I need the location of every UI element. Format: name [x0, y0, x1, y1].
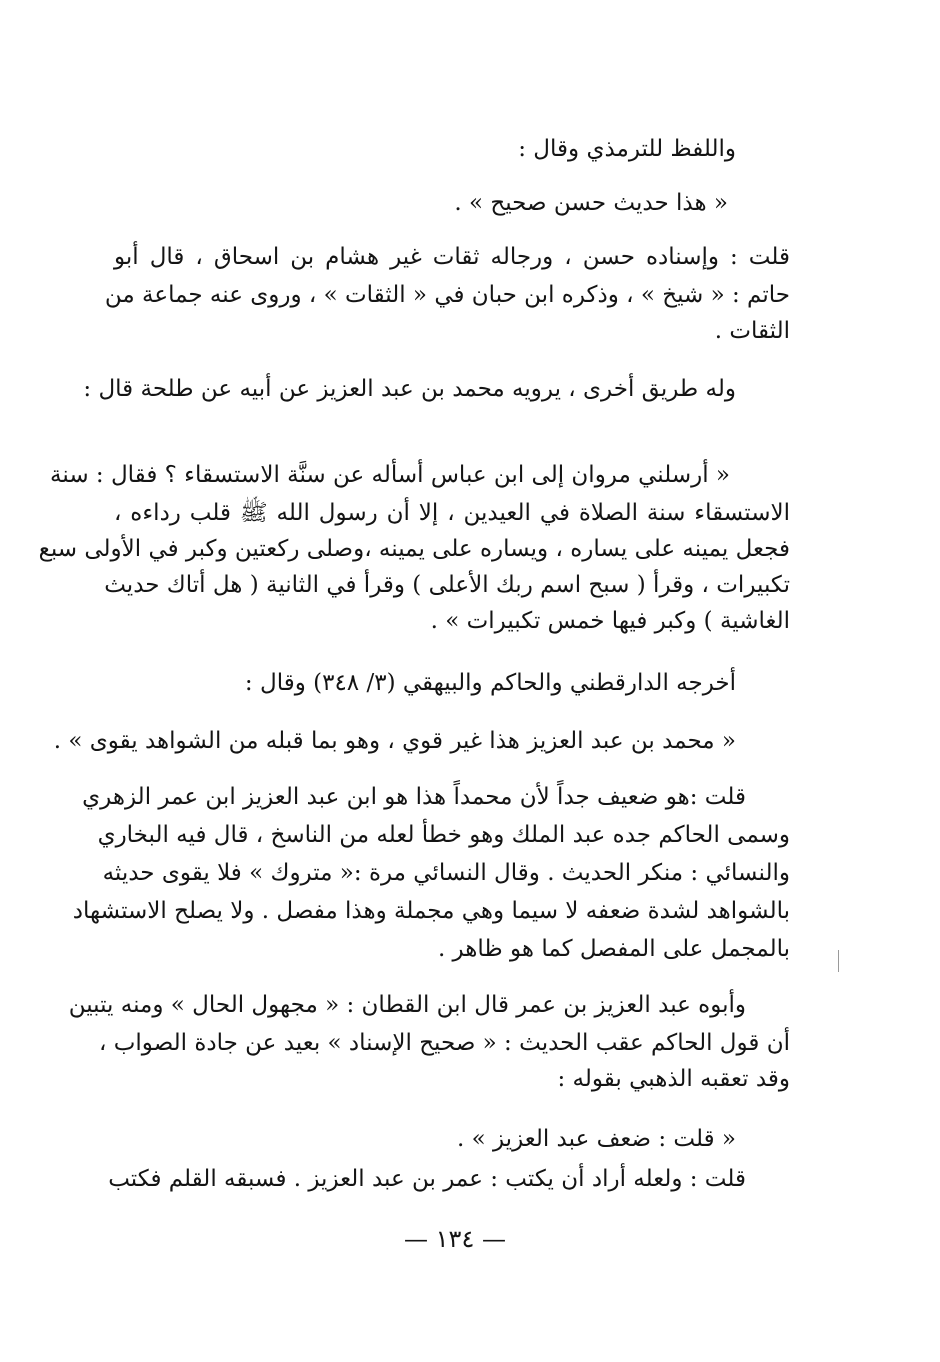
text-line: أخرجه الدارقطني والحاكم والبيهقي (٣/ ٣٤٨) وقال :	[244, 670, 736, 696]
text-line: وأبوه عبد العزيز بن عمر قال ابن القطان : « مجهول الحال » ومنه يتبين	[68, 992, 746, 1018]
text-line: الاستسقاء سنة الصلاة في العيدين ، إلا أن رسول الله ﷺ قلب رداءه ،	[114, 500, 790, 526]
page-number: — ١٣٤ —	[404, 1225, 506, 1253]
text-line: وقد تعقبه الذهبي بقوله :	[557, 1066, 790, 1092]
text-line: تكبيرات ، وقرأ ( سبح اسم ربك الأعلى ) وقرأ في الثانية ( هل أتاك حديث	[104, 572, 790, 598]
text-line: « محمد بن عبد العزيز هذا غير قوي ، وهو بما قبله من الشواهد يقوى » .	[53, 728, 736, 754]
text-line: وله طريق أخرى ، يرويه محمد بن عبد العزيز عن أبيه عن طلحة قال :	[83, 376, 736, 402]
text-line: « هذا حديث حسن صحيح » .	[454, 190, 728, 216]
text-line: وسمى الحاكم جده عبد الملك وهو خطأ لعله من الناسخ ، قال فيه البخاري	[97, 822, 790, 848]
text-line: واللفظ للترمذي وقال :	[518, 136, 736, 162]
text-line: « قلت : ضعف عبد العزيز » .	[456, 1126, 736, 1152]
text-line: أن قول الحاكم عقب الحديث : « صحيح الإسناد » بعيد عن جادة الصواب ،	[99, 1030, 790, 1056]
text-line: قلت :هو ضعيف جداً لأن محمداً هذا هو ابن عبد العزيز ابن عمر الزهري	[82, 784, 746, 810]
text-line: بالشواهد لشدة ضعفه لا سيما وهي مجملة وهذا مفصل . ولا يصلح الاستشهاد	[72, 898, 790, 924]
text-line: الغاشية ) وكبر فيها خمس تكبيرات » .	[430, 608, 790, 634]
text-line: حاتم : « شيخ » ، وذكره ابن حبان في « الثقات » ، وروى عنه جماعة من	[104, 282, 790, 308]
text-line: « أرسلني مروان إلى ابن عباس أسأله عن سنَّة الاستسقاء ؟ فقال : سنة	[50, 462, 730, 488]
margin-mark	[838, 950, 839, 972]
text-line: قلت : ولعله أراد أن يكتب : عمر بن عبد العزيز . فسبقه القلم فكتب	[108, 1166, 746, 1192]
text-line: والنسائي : منكر الحديث . وقال النسائي مرة :« متروك » فلا يقوى حديثه	[102, 860, 790, 886]
text-line: الثقات .	[714, 318, 790, 344]
text-line: بالمجمل على المفصل كما هو ظاهر .	[437, 936, 790, 962]
text-line: قلت : وإسناده حسن ، ورجاله ثقات غير هشام بن اسحاق ، قال أبو	[114, 244, 790, 270]
text-line: فجعل يمينه على يساره ، ويساره على يمينه ،وصلى ركعتين وكبر في الأولى سبع	[38, 536, 790, 562]
